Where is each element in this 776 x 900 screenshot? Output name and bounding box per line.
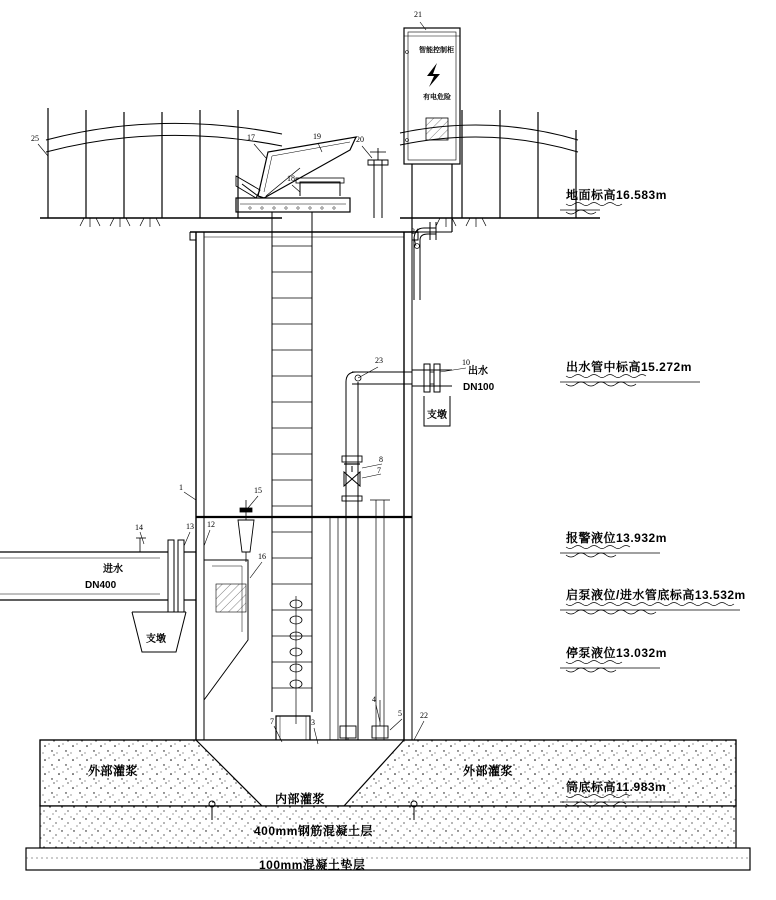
- annotation-alarm-level: 报警液位13.932m: [566, 531, 667, 545]
- callout-7-top: 7: [377, 466, 381, 475]
- callout-23: 23: [375, 356, 383, 365]
- label-external-grout-left: 外部灌浆: [88, 764, 139, 778]
- callout-13: 13: [186, 522, 194, 531]
- label-inlet-size: DN400: [85, 580, 117, 591]
- label-inlet-support: 支墩: [146, 634, 166, 645]
- annotation-ground-elevation: 地面标高16.583m: [566, 188, 667, 202]
- callout-14: 14: [135, 523, 143, 532]
- annotation-outlet-center-elevation: 出水管中标高15.272m: [566, 360, 692, 374]
- control-panel-title: 智能控制柜: [419, 47, 454, 54]
- callout-7-pump: 7: [270, 717, 274, 726]
- callout-10: 10: [462, 358, 470, 367]
- callout-20: 20: [356, 135, 364, 144]
- control-panel-warning-label: 有电危险: [423, 94, 451, 101]
- label-external-grout-right: 外部灌浆: [463, 764, 514, 778]
- label-internal-grout: 内部灌浆: [275, 792, 326, 806]
- annotation-tank-bottom-elevation: 筒底标高11.983m: [566, 780, 667, 794]
- label-inlet: 进水: [103, 564, 123, 575]
- label-outlet-support: 支墩: [427, 410, 447, 421]
- label-rebar-concrete-layer: 400mm钢筋混凝土层: [254, 824, 373, 838]
- callout-1: 1: [179, 483, 183, 492]
- label-outlet-size: DN100: [463, 382, 495, 393]
- callout-16: 16: [258, 552, 266, 561]
- callout-15: 15: [254, 486, 262, 495]
- callout-24: 24: [411, 227, 419, 236]
- callout-17: 17: [247, 133, 255, 142]
- callout-21: 21: [414, 10, 422, 19]
- callout-8: 8: [379, 455, 383, 464]
- annotation-pump-start-level: 启泵液位/进水管底标高13.532m: [566, 588, 746, 602]
- label-concrete-cushion-layer: 100mm混凝土垫层: [259, 858, 366, 872]
- callout-4: 4: [372, 695, 376, 704]
- annotation-pump-stop-level: 停泵液位13.032m: [566, 646, 667, 660]
- callout-5: 5: [398, 709, 402, 718]
- callout-12: 12: [207, 520, 215, 529]
- callout-25: 25: [31, 134, 39, 143]
- callout-3: 3: [311, 718, 315, 727]
- callout-22: 22: [420, 711, 428, 720]
- callout-19: 19: [313, 132, 321, 141]
- callout-18: 18: [287, 174, 295, 183]
- label-outlet: 出水: [468, 366, 488, 377]
